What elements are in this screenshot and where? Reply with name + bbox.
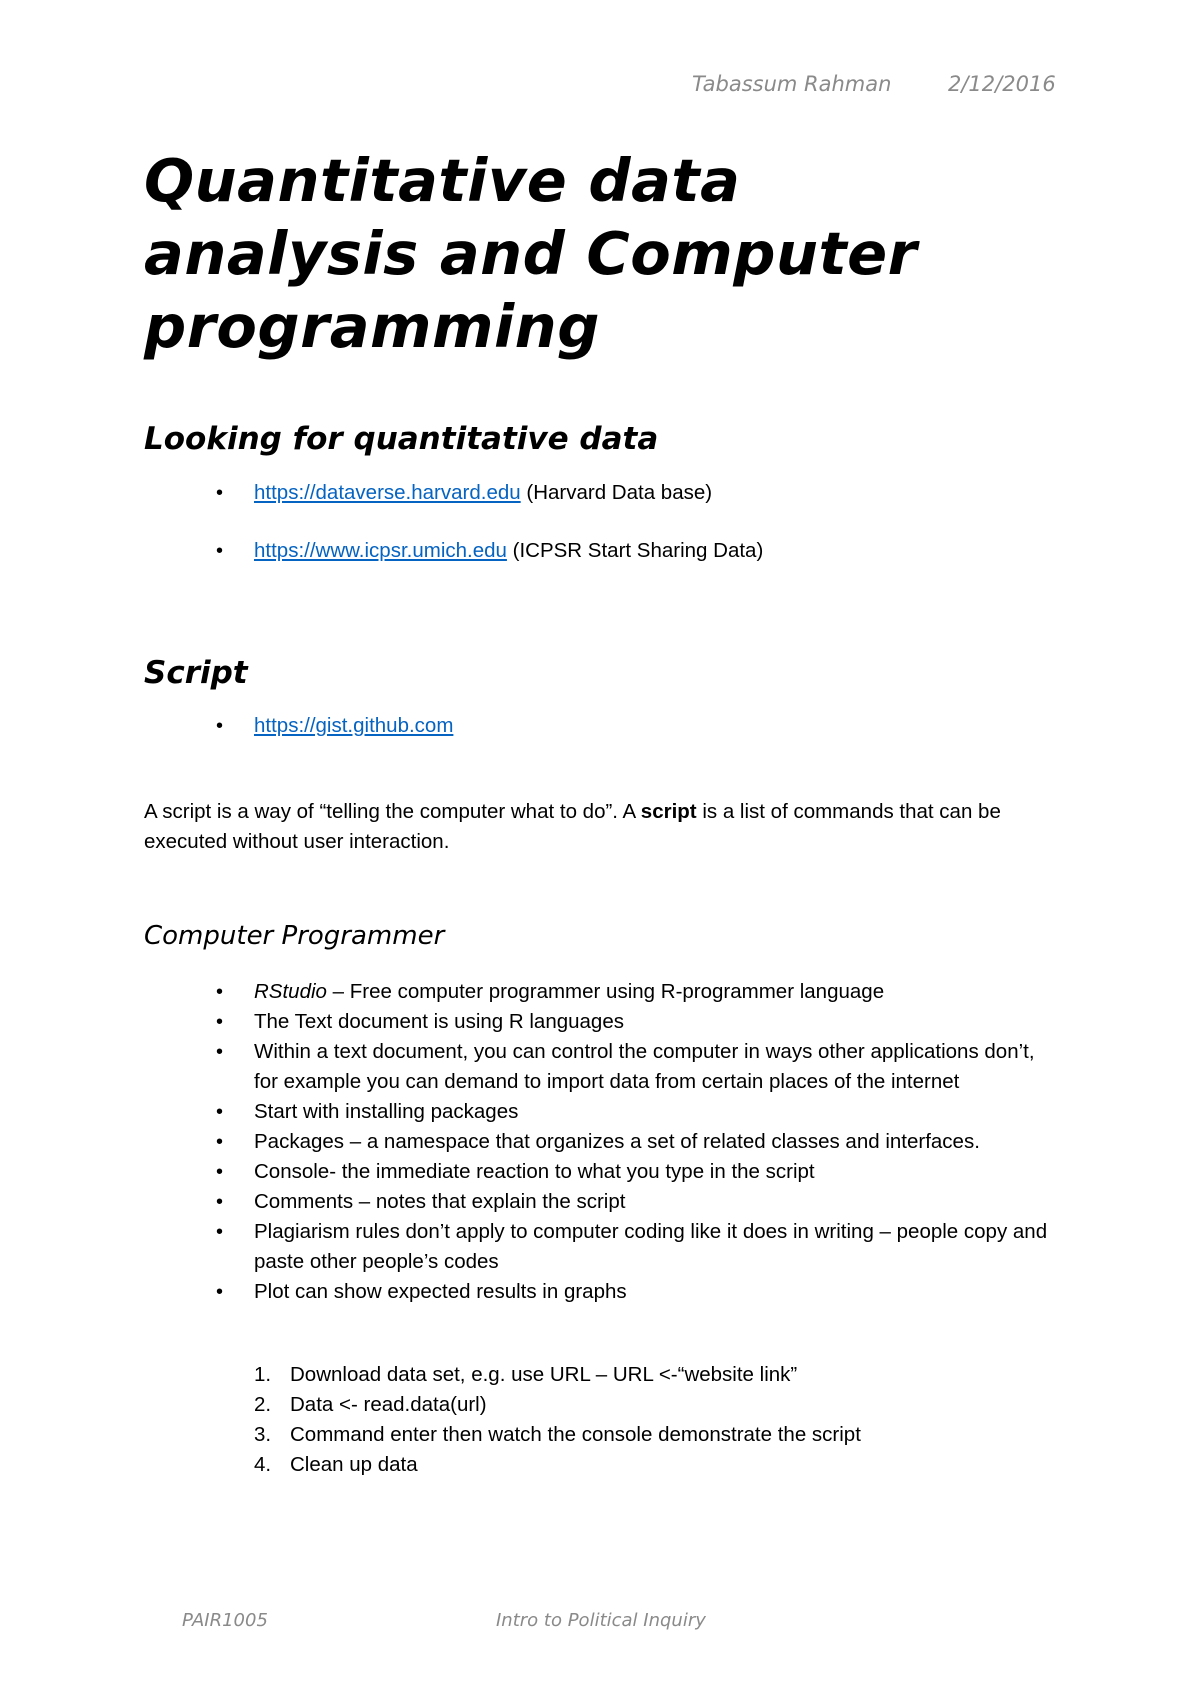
list-item-text: Plagiarism rules don’t apply to computer coding like it does in writing – people copy and paste other people’s codes <box>254 1220 1048 1273</box>
list-item <box>0 536 1054 566</box>
heading-script: Script <box>144 655 248 691</box>
step-text: Clean up data <box>290 1453 418 1476</box>
list-item <box>0 1127 1054 1157</box>
step-number: 1. <box>254 1363 272 1386</box>
list-item-italic: RStudio <box>254 980 327 1003</box>
title-line-2: analysis and Computer <box>144 219 918 288</box>
list-item-text: Start with installing packages <box>254 1100 519 1123</box>
list-item-text: – Free computer programmer using R-programmer language <box>326 980 885 1003</box>
footer-course-code: PAIR1005 <box>182 1610 268 1631</box>
list-item <box>0 478 1054 508</box>
bullet-icon: • <box>216 1281 224 1303</box>
list-item <box>0 1360 1090 1390</box>
list-item <box>0 1450 1090 1480</box>
bullet-icon: • <box>216 482 224 504</box>
bullet-icon: • <box>216 1221 224 1243</box>
bullet-icon: • <box>216 1041 224 1063</box>
harvard-dataverse-link[interactable]: https://dataverse.harvard.edu <box>254 481 521 504</box>
list-item-text: Comments – notes that explain the script <box>254 1190 626 1213</box>
list-item <box>0 1187 1054 1217</box>
list-item <box>0 1277 1054 1307</box>
list-item <box>0 1390 1090 1420</box>
list-item <box>0 1157 1054 1187</box>
step-number: 4. <box>254 1453 272 1476</box>
para-bold-script: script <box>640 800 697 823</box>
heading-computer-programmer: Computer Programmer <box>144 921 445 951</box>
bullet-icon: • <box>216 1161 224 1183</box>
bullet-icon: • <box>216 981 224 1003</box>
list-item-text: The Text document is using R languages <box>254 1010 624 1033</box>
bullet-icon: • <box>216 715 224 737</box>
list-item <box>0 977 1054 1007</box>
title-line-1: Quantitative data <box>144 146 741 215</box>
list-item <box>0 1037 1054 1097</box>
bullet-icon: • <box>216 1191 224 1213</box>
gist-github-link[interactable]: https://gist.github.com <box>254 714 454 737</box>
footer-course-name: Intro to Political Inquiry <box>496 1610 706 1631</box>
list-item <box>0 711 1054 741</box>
script-link-list <box>0 711 1054 741</box>
step-text: Download data set, e.g. use URL – URL <-“website link” <box>290 1363 798 1386</box>
header-author: Tabassum Rahman <box>692 72 892 96</box>
data-source-list <box>0 478 1054 566</box>
bullet-icon: • <box>216 1131 224 1153</box>
list-item-text: Packages – a namespace that organizes a set of related classes and interfaces. <box>254 1130 980 1153</box>
list-item-text: (ICPSR Start Sharing Data) <box>506 539 764 562</box>
bullet-icon: • <box>216 1101 224 1123</box>
list-item-text: Plot can show expected results in graphs <box>254 1280 627 1303</box>
para-text-2: is a list of commands that can be executed without user interaction. <box>144 800 1001 853</box>
icpsr-link[interactable]: https://www.icpsr.umich.edu <box>254 539 507 562</box>
steps-list <box>0 1360 1090 1480</box>
step-text: Command enter then watch the console demonstrate the script <box>290 1423 861 1446</box>
list-item-text: (Harvard Data base) <box>520 481 713 504</box>
script-definition-paragraph <box>144 797 1064 857</box>
bullet-icon: • <box>216 1011 224 1033</box>
step-text: Data <- read.data(url) <box>290 1393 487 1416</box>
title-line-3: programming <box>144 292 600 361</box>
programmer-notes-list <box>0 977 1054 1307</box>
list-item <box>0 1007 1054 1037</box>
list-item-text: Console- the immediate reaction to what you type in the script <box>254 1160 815 1183</box>
step-number: 3. <box>254 1423 272 1446</box>
list-item <box>0 1420 1090 1450</box>
list-item-text: Within a text document, you can control the computer in ways other applications don’t, for example you can demand to import data from certain places of the internet <box>254 1040 1035 1093</box>
header-date: 2/12/2016 <box>948 72 1056 96</box>
list-item <box>0 1097 1054 1127</box>
list-item <box>0 1217 1054 1277</box>
document-title <box>144 144 1104 363</box>
bullet-icon: • <box>216 540 224 562</box>
step-number: 2. <box>254 1393 272 1416</box>
para-text-1: A script is a way of “telling the computer what to do”. A <box>144 800 641 823</box>
heading-looking-for-data: Looking for quantitative data <box>144 421 659 457</box>
